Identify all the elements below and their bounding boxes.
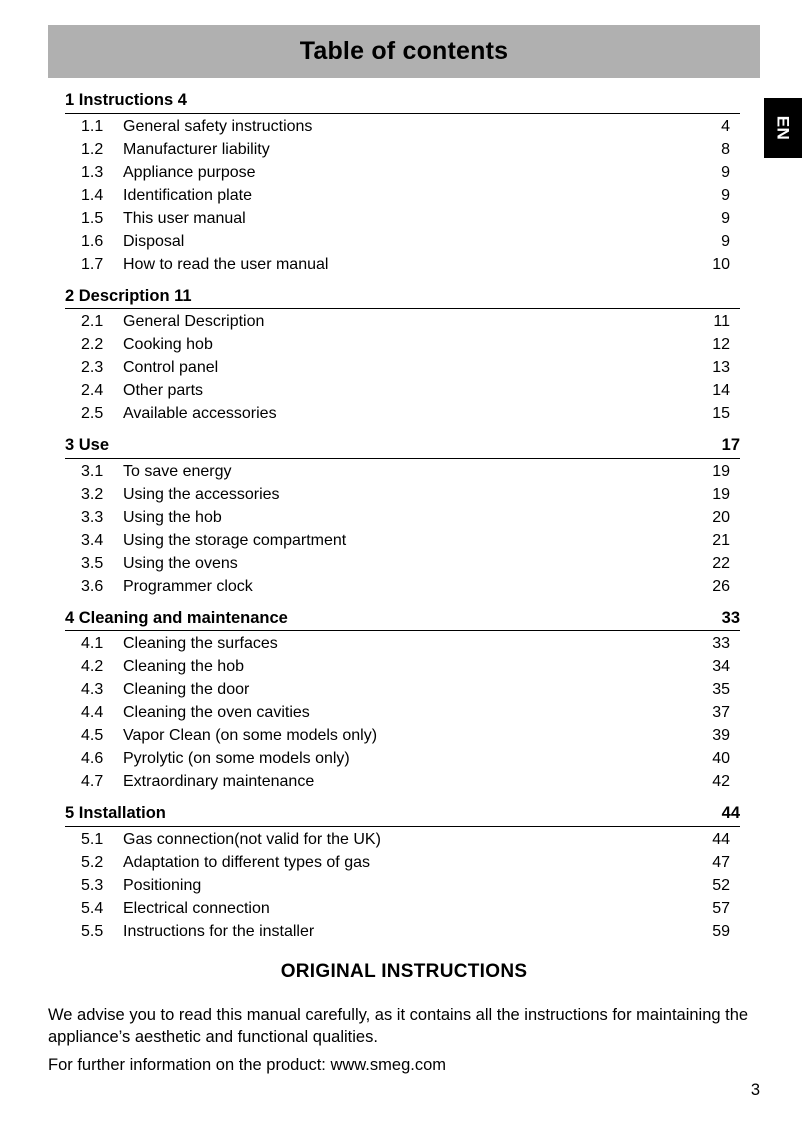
toc-entry-number: 3.6 xyxy=(81,577,104,595)
toc-entry-number: 1.4 xyxy=(81,186,104,204)
toc-entry-page: 13 xyxy=(712,359,730,376)
toc-entry[interactable] xyxy=(65,360,740,383)
footer-paragraph-advice: We advise you to read this manual carefully, as it contains all the instructions for maintaining the appliance’s aesthetic and functional qualities. xyxy=(48,1006,749,1046)
toc-entry-number: 2.2 xyxy=(81,336,104,353)
toc-entry-number: 1.3 xyxy=(81,163,104,181)
toc-entry-label: Other parts xyxy=(123,383,204,399)
toc-section-heading-page: 33 xyxy=(721,608,740,627)
toc-entry-label: Using the accessories xyxy=(123,486,280,503)
toc-section-heading-title: 4 Cleaning and maintenance xyxy=(65,608,288,627)
toc-entry-number: 1.5 xyxy=(81,209,104,227)
language-tab-label: EN xyxy=(773,115,793,141)
toc-entry-list xyxy=(65,827,740,947)
toc-entry-label: Electrical connection xyxy=(123,900,270,917)
toc-entry-number: 5.5 xyxy=(81,922,104,940)
toc-entry-page: 14 xyxy=(712,382,730,399)
toc-entry-number: 4.1 xyxy=(81,635,104,652)
toc-entry-label: Cooking hob xyxy=(123,337,213,353)
toc-entry-label: To save energy xyxy=(123,463,232,480)
toc-entry-page: 9 xyxy=(721,209,730,227)
toc-entry-number: 3.5 xyxy=(81,554,104,572)
toc-entry[interactable] xyxy=(65,406,740,429)
toc-section xyxy=(65,805,740,947)
toc-entry-label: Identification plate xyxy=(123,187,252,204)
toc-entry[interactable] xyxy=(65,119,740,142)
toc-entry-label: Positioning xyxy=(123,877,202,894)
toc-entry-label: Cleaning the surfaces xyxy=(123,636,278,652)
toc-entry-label: Disposal xyxy=(123,233,185,250)
original-instructions-heading: ORIGINAL INSTRUCTIONS xyxy=(280,961,528,982)
toc-section-heading[interactable] xyxy=(65,437,740,459)
toc-entry[interactable] xyxy=(65,751,740,774)
toc-entry-page: 35 xyxy=(712,681,730,698)
toc-entry-list xyxy=(65,114,740,280)
toc-entry-label: General Description xyxy=(123,314,265,330)
toc-entry-label: Available accessories xyxy=(123,406,277,422)
toc-entry-number: 3.3 xyxy=(81,508,104,526)
toc-entry[interactable] xyxy=(65,510,740,533)
toc-entry-page: 34 xyxy=(712,658,730,675)
toc-entry-list xyxy=(65,309,740,429)
toc-entry[interactable] xyxy=(65,188,740,211)
toc-entry[interactable] xyxy=(65,211,740,234)
toc-section-heading[interactable] xyxy=(65,805,740,827)
toc-entry-number: 2.4 xyxy=(81,382,104,399)
toc-entry[interactable] xyxy=(65,832,740,855)
toc-section-heading[interactable] xyxy=(65,288,740,310)
toc-section xyxy=(65,92,740,280)
toc-entry-page: 57 xyxy=(712,899,730,917)
page-number: 3 xyxy=(750,1081,760,1099)
toc-entry-label: Extraordinary maintenance xyxy=(123,774,315,790)
toc-entry-page: 59 xyxy=(712,922,730,940)
toc-entry[interactable] xyxy=(65,878,740,901)
toc-entry-list xyxy=(65,459,740,602)
toc-entry-page: 4 xyxy=(721,117,730,135)
toc-entry-number: 4.4 xyxy=(81,704,104,721)
toc-entry[interactable] xyxy=(65,924,740,947)
toc-entry-page: 9 xyxy=(721,163,730,181)
toc-entry-number: 1.2 xyxy=(81,140,104,158)
toc-entry-number: 1.1 xyxy=(81,117,104,135)
toc-entry-page: 9 xyxy=(721,232,730,250)
toc-section xyxy=(65,610,740,798)
toc-entry[interactable] xyxy=(65,383,740,406)
toc-entry-number: 3.4 xyxy=(81,531,104,549)
toc-entry-page: 19 xyxy=(712,485,730,503)
toc-entry[interactable] xyxy=(65,855,740,878)
toc-entry-page: 8 xyxy=(721,140,730,158)
table-of-contents-banner xyxy=(48,25,760,78)
toc-section-heading-title: 2 Description 11 xyxy=(65,286,192,305)
toc-entry-page: 20 xyxy=(712,508,730,526)
toc-entry-number: 1.6 xyxy=(81,232,104,250)
toc-section-heading[interactable] xyxy=(65,92,740,114)
toc-entry-number: 4.5 xyxy=(81,727,104,744)
toc-entry-page: 47 xyxy=(712,853,730,871)
toc-entry-label: This user manual xyxy=(123,210,246,227)
toc-entry[interactable] xyxy=(65,636,740,659)
toc-entry-number: 5.3 xyxy=(81,876,104,894)
toc-entry-label: Control panel xyxy=(123,360,219,376)
toc-entry-label: Cleaning the oven cavities xyxy=(123,705,310,721)
toc-entry-label: Manufacturer liability xyxy=(123,141,270,158)
toc-entry[interactable] xyxy=(65,728,740,751)
toc-section-heading-title: 5 Installation xyxy=(65,804,166,822)
toc-entry-number: 5.2 xyxy=(81,853,104,871)
toc-entry-label: Using the hob xyxy=(123,509,222,526)
toc-entry-page: 19 xyxy=(712,462,730,480)
toc-entry-label: General safety instructions xyxy=(123,118,313,135)
toc-entry-label: Using the ovens xyxy=(123,555,238,572)
footer-paragraph-website: For further information on the product: www.smeg.com xyxy=(48,1055,446,1074)
toc-entry-page: 22 xyxy=(712,554,730,572)
toc-entry[interactable] xyxy=(65,337,740,360)
toc-entry[interactable] xyxy=(65,682,740,705)
toc-entry-number: 4.6 xyxy=(81,750,104,767)
toc-section-heading-title: 3 Use xyxy=(65,436,110,454)
toc-entry-page: 42 xyxy=(712,773,730,790)
toc-entry-label: How to read the user manual xyxy=(123,256,329,273)
toc-entry-page: 52 xyxy=(712,876,730,894)
toc-entry-number: 2.3 xyxy=(81,359,104,376)
toc-entry-page: 10 xyxy=(712,255,730,273)
toc-entry-label: Cleaning the hob xyxy=(123,659,244,675)
toc-entry[interactable] xyxy=(65,774,740,797)
toc-entry-number: 1.7 xyxy=(81,255,104,273)
toc-entry-number: 2.1 xyxy=(81,313,104,330)
toc-entry-page: 15 xyxy=(712,405,730,422)
toc-entry-label: Gas connection(not valid for the UK) xyxy=(123,831,381,848)
toc-entry[interactable] xyxy=(65,556,740,579)
toc-section-heading-page: 44 xyxy=(721,804,740,822)
toc-entry-label: Instructions for the installer xyxy=(123,923,315,940)
toc-entry-page: 39 xyxy=(712,727,730,744)
toc-entry[interactable] xyxy=(65,464,740,487)
toc-section xyxy=(65,437,740,602)
toc-entry[interactable] xyxy=(65,234,740,257)
toc-entry[interactable] xyxy=(65,487,740,510)
toc-entry[interactable] xyxy=(65,659,740,682)
table-of-contents-list xyxy=(65,92,740,947)
footer-block xyxy=(48,962,760,1078)
language-tab-en xyxy=(764,98,802,158)
page-title: Table of contents xyxy=(299,37,509,65)
toc-entry-page: 12 xyxy=(712,336,730,353)
toc-entry-page: 26 xyxy=(712,577,730,595)
toc-entry-page: 40 xyxy=(712,750,730,767)
toc-entry-number: 4.2 xyxy=(81,658,104,675)
toc-entry-number: 5.4 xyxy=(81,899,104,917)
toc-entry-number: 2.5 xyxy=(81,405,104,422)
toc-entry-page: 9 xyxy=(721,186,730,204)
toc-section-heading-page: 17 xyxy=(721,436,740,454)
toc-entry-page: 33 xyxy=(712,635,730,652)
toc-entry[interactable] xyxy=(65,165,740,188)
toc-entry-page: 11 xyxy=(713,313,730,330)
toc-entry-page: 44 xyxy=(712,830,730,848)
toc-entry-number: 3.1 xyxy=(81,462,104,480)
toc-entry[interactable] xyxy=(65,314,740,337)
toc-entry[interactable] xyxy=(65,142,740,165)
toc-entry[interactable] xyxy=(65,533,740,556)
toc-entry-number: 4.7 xyxy=(81,773,104,790)
toc-entry-page: 21 xyxy=(712,531,730,549)
toc-entry-label: Appliance purpose xyxy=(123,164,256,181)
toc-entry-number: 4.3 xyxy=(81,681,104,698)
toc-section-heading[interactable] xyxy=(65,610,740,632)
toc-entry[interactable] xyxy=(65,579,740,602)
toc-entry-label: Cleaning the door xyxy=(123,682,250,698)
toc-entry[interactable] xyxy=(65,705,740,728)
toc-entry-label: Pyrolytic (on some models only) xyxy=(123,751,350,767)
toc-entry[interactable] xyxy=(65,257,740,280)
toc-section-heading-title: 1 Instructions 4 xyxy=(65,91,187,109)
toc-entry-page: 37 xyxy=(712,704,730,721)
toc-entry-number: 5.1 xyxy=(81,830,104,848)
toc-entry-label: Using the storage compartment xyxy=(123,532,347,549)
toc-entry-label: Adaptation to different types of gas xyxy=(123,854,370,871)
toc-entry-label: Programmer clock xyxy=(123,578,253,595)
toc-section xyxy=(65,288,740,430)
toc-entry[interactable] xyxy=(65,901,740,924)
toc-entry-label: Vapor Clean (on some models only) xyxy=(123,728,378,744)
toc-entry-list xyxy=(65,631,740,797)
toc-entry-number: 3.2 xyxy=(81,485,104,503)
